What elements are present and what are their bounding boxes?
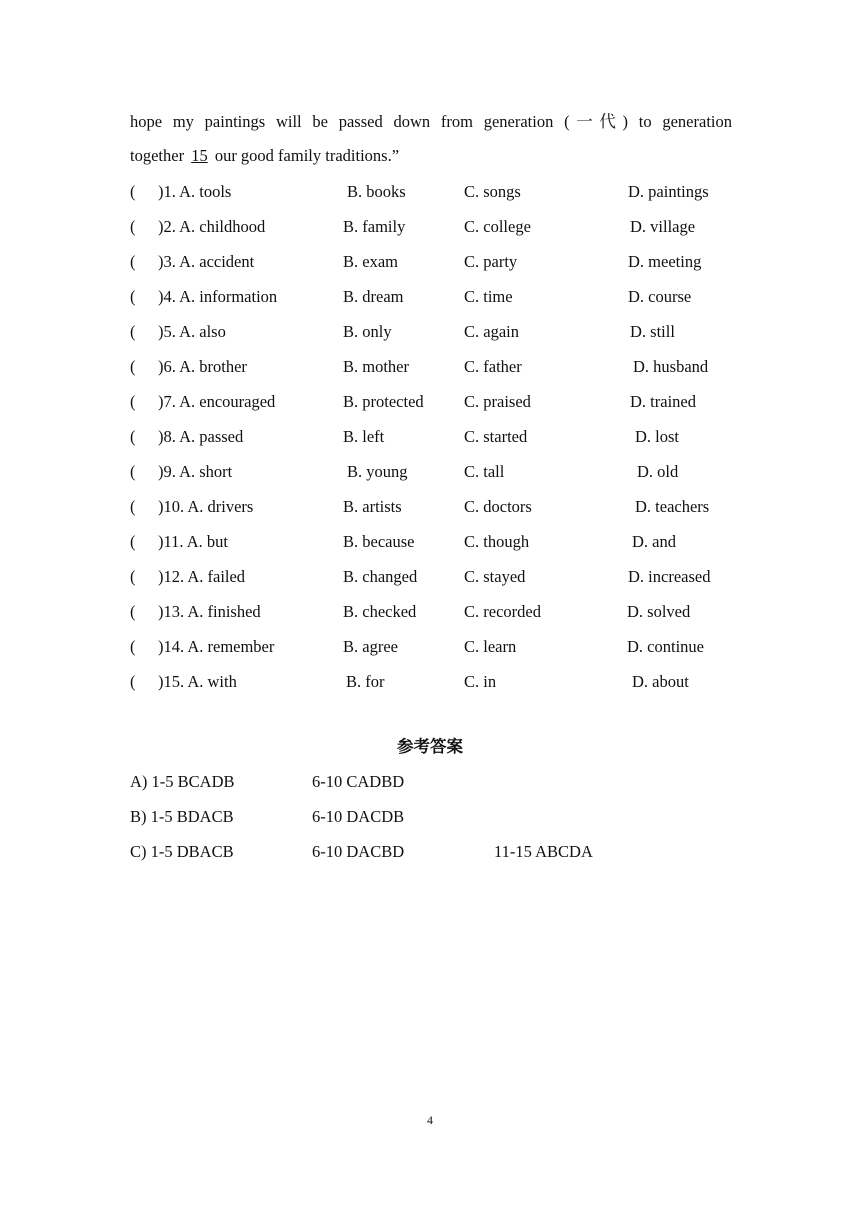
option-b: B. young	[347, 462, 408, 481]
option-c: C. college	[464, 217, 531, 236]
option-c: C. songs	[464, 182, 521, 201]
option-d: D. still	[630, 322, 675, 341]
question-row	[130, 629, 750, 664]
option-d: D. meeting	[628, 252, 702, 271]
answer-part-1: B) 1-5 BDACB	[130, 807, 234, 826]
option-b: B. artists	[343, 497, 402, 516]
option-c: C. recorded	[464, 602, 541, 621]
option-b: B. only	[343, 322, 392, 341]
question-row	[130, 174, 750, 209]
question-row	[130, 664, 750, 699]
answer-paren[interactable]: (	[130, 322, 136, 341]
option-a: )5. A. also	[158, 322, 226, 341]
option-d: D. village	[630, 217, 696, 236]
answer-paren[interactable]: (	[130, 427, 136, 446]
passage-line-1: hope my paintings will be passed down from generation (一代) to generation	[130, 112, 732, 131]
option-a: )11. A. but	[158, 532, 228, 551]
option-a: )7. A. encouraged	[158, 392, 276, 411]
option-d: D. increased	[628, 567, 711, 586]
answer-paren[interactable]: (	[130, 532, 136, 551]
answer-paren[interactable]: (	[130, 672, 136, 691]
option-c: C. party	[464, 252, 518, 271]
question-row	[130, 314, 750, 349]
answer-paren[interactable]: (	[130, 462, 136, 481]
question-row	[130, 489, 750, 524]
option-b: B. agree	[343, 637, 398, 656]
option-b: B. because	[343, 532, 415, 551]
option-b: B. checked	[343, 602, 417, 621]
option-b: B. protected	[343, 392, 424, 411]
option-d: D. solved	[627, 602, 691, 621]
option-a: )1. A. tools	[158, 182, 232, 201]
page-number: 4	[427, 1113, 433, 1127]
answer-paren[interactable]: (	[130, 637, 136, 656]
question-row	[130, 524, 750, 559]
option-b: B. mother	[343, 357, 409, 376]
option-d: D. and	[632, 532, 676, 551]
question-row	[130, 244, 750, 279]
option-c: C. father	[464, 357, 522, 376]
option-c: C. learn	[464, 637, 517, 656]
answer-paren[interactable]: (	[130, 287, 136, 306]
option-a: )14. A. remember	[158, 637, 275, 656]
option-c: C. time	[464, 287, 513, 306]
option-c: C. praised	[464, 392, 531, 411]
passage-text-before-blank: together	[130, 146, 185, 165]
answer-paren[interactable]: (	[130, 392, 136, 411]
option-d: D. trained	[630, 392, 696, 411]
option-c: C. though	[464, 532, 530, 551]
option-b: B. for	[346, 672, 385, 691]
option-a: )4. A. information	[158, 287, 278, 306]
answer-paren[interactable]: (	[130, 252, 136, 271]
option-d: D. lost	[635, 427, 680, 446]
option-b: B. exam	[343, 252, 398, 271]
option-a: )15. A. with	[158, 672, 237, 691]
option-d: D. paintings	[628, 182, 709, 201]
option-a: )9. A. short	[158, 462, 233, 481]
option-a: )8. A. passed	[158, 427, 244, 446]
answer-paren[interactable]: (	[130, 567, 136, 586]
question-list	[130, 174, 750, 699]
answer-paren[interactable]: (	[130, 357, 136, 376]
answer-part-2: 6-10 DACDB	[312, 807, 405, 826]
answer-paren[interactable]: (	[130, 497, 136, 516]
option-b: B. dream	[343, 287, 404, 306]
question-row	[130, 349, 750, 384]
question-row	[130, 279, 750, 314]
passage-text-after-blank: our good family traditions.”	[214, 146, 400, 165]
answer-part-2: 6-10 CADBD	[312, 772, 405, 791]
blank-15: 15	[191, 146, 208, 165]
question-row	[130, 559, 750, 594]
option-a: )12. A. failed	[158, 567, 246, 586]
option-a: )6. A. brother	[158, 357, 247, 376]
answer-paren[interactable]: (	[130, 217, 136, 236]
option-b: B. left	[343, 427, 385, 446]
option-c: C. started	[464, 427, 528, 446]
question-row	[130, 419, 750, 454]
answer-part-2: 6-10 DACBD	[312, 842, 405, 861]
option-a: )10. A. drivers	[158, 497, 254, 516]
option-c: C. tall	[464, 462, 505, 481]
passage-line-2	[130, 139, 732, 173]
answer-paren[interactable]: (	[130, 182, 136, 201]
question-row	[130, 594, 750, 629]
option-d: D. old	[637, 462, 679, 481]
option-b: B. changed	[343, 567, 418, 586]
option-c: C. in	[464, 672, 497, 691]
option-c: C. doctors	[464, 497, 532, 516]
answer-part-3: 11-15 ABCDA	[494, 842, 593, 861]
answer-key-title: 参考答案	[397, 737, 463, 756]
option-a: )2. A. childhood	[158, 217, 266, 236]
answer-paren[interactable]: (	[130, 602, 136, 621]
option-c: C. again	[464, 322, 519, 341]
option-a: )13. A. finished	[158, 602, 261, 621]
option-a: )3. A. accident	[158, 252, 255, 271]
question-row	[130, 209, 750, 244]
question-row	[130, 384, 750, 419]
option-d: D. continue	[627, 637, 704, 656]
option-d: D. course	[628, 287, 692, 306]
question-row	[130, 454, 750, 489]
option-d: D. husband	[633, 357, 709, 376]
option-d: D. teachers	[635, 497, 710, 516]
option-b: B. books	[347, 182, 406, 201]
option-d: D. about	[632, 672, 689, 691]
option-c: C. stayed	[464, 567, 526, 586]
answer-part-1: A) 1-5 BCADB	[130, 772, 235, 791]
option-b: B. family	[343, 217, 406, 236]
answer-part-1: C) 1-5 DBACB	[130, 842, 234, 861]
